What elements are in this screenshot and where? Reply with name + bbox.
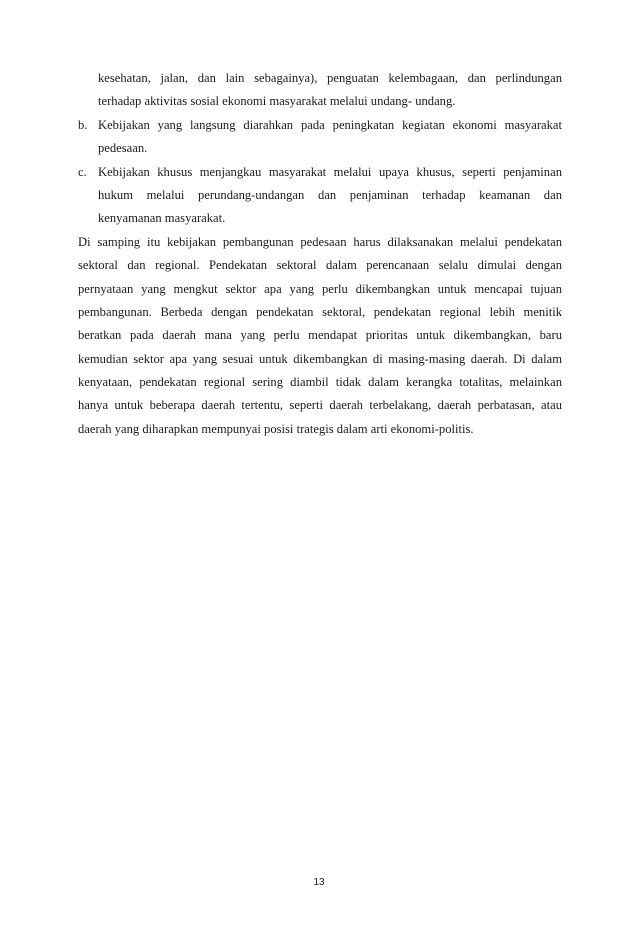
text-line: daerah yang diharapkan mempunyai posisi trategis dalam arti ekonomi-politis. [78,421,474,436]
text-line: kenyataan, pendekatan regional sering diambil tidak dalam kerangka totalitas, melainkan [78,375,562,390]
text-line: terhadap aktivitas sosial ekonomi masyarakat melalui undang- undang. [98,94,456,109]
list-marker: c. [78,164,87,179]
text-line-content: Kebijakan yang langsung diarahkan pada peningkatan kegiatan ekonomi masyarakat [98,117,562,132]
text-line: Di samping itu kebijakan pembangunan pedesaan harus dilaksanakan melalui pendekatan [78,234,562,249]
text-line [78,161,562,184]
list-marker: b. [78,117,88,132]
text-line: pembangunan. Berbeda dengan pendekatan sektoral, pendekatan regional lebih menitik [78,304,562,319]
body-text [78,67,562,441]
text-line: kemudian sektor apa yang sesuai untuk dikembangkan di masing-masing daerah. Di dalam [78,351,562,366]
paragraph [78,231,562,442]
text-line: hukum melalui perundang-undangan dan penjaminan terhadap keamanan dan [98,187,562,202]
text-line-content: Kebijakan khusus menjangkau masyarakat melalui upaya khusus, seperti penjaminan [98,164,562,179]
text-line: beratkan pada daerah mana yang perlu mendapat prioritas untuk dikembangkan, baru [78,328,562,343]
list-item-continued [78,67,562,114]
text-line: pernyataan yang mengkut sektor apa yang perlu dikembangkan untuk mencapai tujuan [78,281,562,296]
text-line: kenyamanan masyarakat. [98,211,226,226]
list-item-b [78,114,562,161]
text-line: sektoral dan regional. Pendekatan sektoral dalam perencanaan selalu dimulai dengan [78,258,562,273]
text-line: kesehatan, jalan, dan lain sebagainya), penguatan kelembagaan, dan perlindungan [98,71,562,85]
list-item-c [78,161,562,231]
page-number: 13 [313,877,325,888]
text-line [78,114,562,137]
text-line: hanya untuk beberapa daerah tertentu, seperti daerah terbelakang, daerah perbatasan, atau [78,398,562,413]
text-line: pedesaan. [98,141,148,156]
